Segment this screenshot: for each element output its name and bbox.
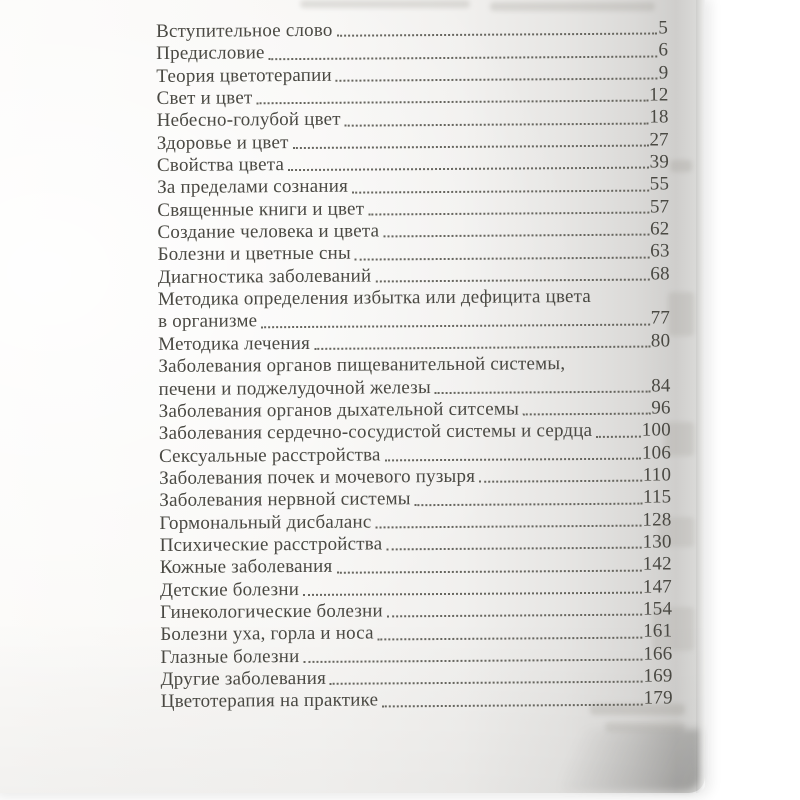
dot-leader	[364, 196, 650, 220]
dot-leader	[333, 17, 659, 42]
entry-title: Психические расстройства	[159, 533, 383, 556]
dot-leader	[332, 62, 659, 87]
entry-page-number: 6	[658, 39, 669, 61]
bleedthrough-mark	[490, 2, 655, 11]
entry-page-number: 12	[649, 84, 669, 106]
entry-title: Диагностика заболеваний	[157, 265, 372, 288]
entry-title: Вступительное слово	[156, 19, 333, 42]
dot-leader	[519, 397, 651, 420]
entry-title: Заболевания нервной системы	[159, 488, 411, 512]
entry-page-number: 57	[649, 196, 670, 218]
entry-title: Методика определения избытка или дефицита цвета	[157, 286, 592, 311]
entry-page-number: 128	[642, 508, 672, 531]
entry-page-number: 179	[643, 687, 673, 709]
toc-entry	[161, 688, 673, 714]
dot-leader	[257, 308, 651, 333]
entry-title: Цветотерапия на практике	[160, 689, 379, 713]
entry-title: Болезни и цветные сны	[157, 243, 351, 266]
dot-leader	[348, 174, 650, 198]
entry-title: Заболевания органов пищеванительной системы,	[158, 353, 566, 378]
entry-page-number: 166	[643, 643, 673, 665]
entry-page-number: 9	[658, 62, 669, 84]
entry-page-number: 169	[643, 665, 673, 687]
bleedthrough-mark	[300, 0, 470, 8]
entry-page-number: 5	[658, 17, 669, 39]
entry-title: Заболевания почек и мочевого пузыря	[159, 465, 476, 489]
entry-title: Болезни уха, горла и носа	[160, 622, 374, 646]
dot-leader	[351, 241, 650, 265]
dot-leader	[332, 554, 642, 579]
entry-title: Теория цветотерапии	[156, 64, 332, 87]
entry-page-number: 115	[642, 486, 672, 508]
entry-page-number: 110	[642, 464, 672, 486]
dot-leader	[299, 643, 643, 668]
dot-leader	[475, 464, 643, 488]
bleedthrough-mark	[670, 160, 692, 172]
entry-page-number: 62	[649, 218, 670, 240]
dot-leader	[252, 85, 649, 110]
dot-leader	[374, 621, 644, 645]
entry-page-number: 84	[651, 374, 671, 397]
entry-page-number: 18	[649, 106, 669, 128]
entry-page-number: 154	[642, 598, 673, 620]
entry-page-number: 147	[642, 576, 673, 598]
entry-page-number: 96	[651, 397, 671, 419]
toc-entry	[158, 286, 670, 334]
entry-title: Здоровье и цвет	[156, 131, 289, 154]
entry-title-continuation: печени и поджелудочной железы	[158, 376, 431, 400]
entry-title: Глазные болезни	[160, 645, 300, 668]
entry-page-number: 80	[650, 330, 671, 352]
dot-leader	[411, 487, 643, 511]
dot-leader	[310, 330, 651, 355]
entry-title: За пределами сознания	[157, 176, 349, 199]
entry-title: Небесно-голубой цвет	[156, 109, 341, 132]
entry-title: Кожные заболевания	[159, 556, 333, 579]
entry-title: Другие заболевания	[160, 667, 327, 690]
dot-leader	[382, 532, 642, 556]
dot-leader	[299, 576, 643, 601]
dot-leader	[431, 375, 651, 399]
dot-leader	[378, 688, 644, 712]
entry-title-continuation: в организме	[158, 310, 258, 333]
dot-leader	[379, 219, 650, 243]
dot-leader	[383, 599, 643, 623]
toc-entry	[158, 353, 670, 401]
entry-page-number: 68	[650, 263, 670, 285]
entry-title: Заболевания органов дыхательной ситсемы	[158, 398, 520, 422]
entry-page-number: 27	[649, 129, 669, 151]
dot-leader	[381, 442, 642, 466]
entry-title: Детские болезни	[159, 578, 300, 601]
entry-title: Гинекологические болезни	[160, 600, 383, 623]
entry-title: Священные книги и цвет	[157, 198, 365, 221]
entry-title: Свойства цвета	[156, 154, 285, 177]
entry-title: Заболевания сердечно-сосудистой системы и сердца	[158, 420, 593, 445]
entry-title: Предисловие	[156, 42, 265, 65]
dot-leader	[371, 509, 642, 533]
toc-entry	[158, 330, 670, 356]
entry-page-number: 142	[642, 553, 672, 575]
dot-leader	[326, 666, 644, 691]
entry-page-number: 106	[641, 441, 672, 464]
dot-leader	[371, 263, 650, 287]
entry-page-number: 55	[649, 173, 670, 195]
dot-leader	[284, 152, 650, 177]
entry-page-number: 63	[650, 240, 670, 262]
entry-page-number: 161	[643, 620, 673, 642]
entry-title: Методика лечения	[158, 332, 311, 355]
bleedthrough-mark	[668, 292, 694, 336]
toc-list	[156, 17, 673, 713]
entry-page-number: 77	[650, 307, 671, 330]
entry-title: Создание человека и цвета	[157, 220, 380, 244]
entry-title: Свет и цвет	[156, 87, 253, 110]
entry-page-number: 100	[641, 419, 671, 441]
entry-title: Гормональный дисбаланс	[159, 511, 372, 534]
dot-leader	[592, 420, 642, 443]
entry-page-number: 130	[642, 531, 672, 553]
entry-page-number: 39	[649, 151, 670, 173]
dot-leader	[265, 40, 659, 65]
toc-entry	[158, 263, 670, 289]
page-corner-shadow	[561, 729, 701, 791]
entry-title: Сексуальные расстройства	[158, 443, 381, 467]
dot-leader	[341, 107, 650, 131]
dot-leader	[288, 129, 649, 154]
